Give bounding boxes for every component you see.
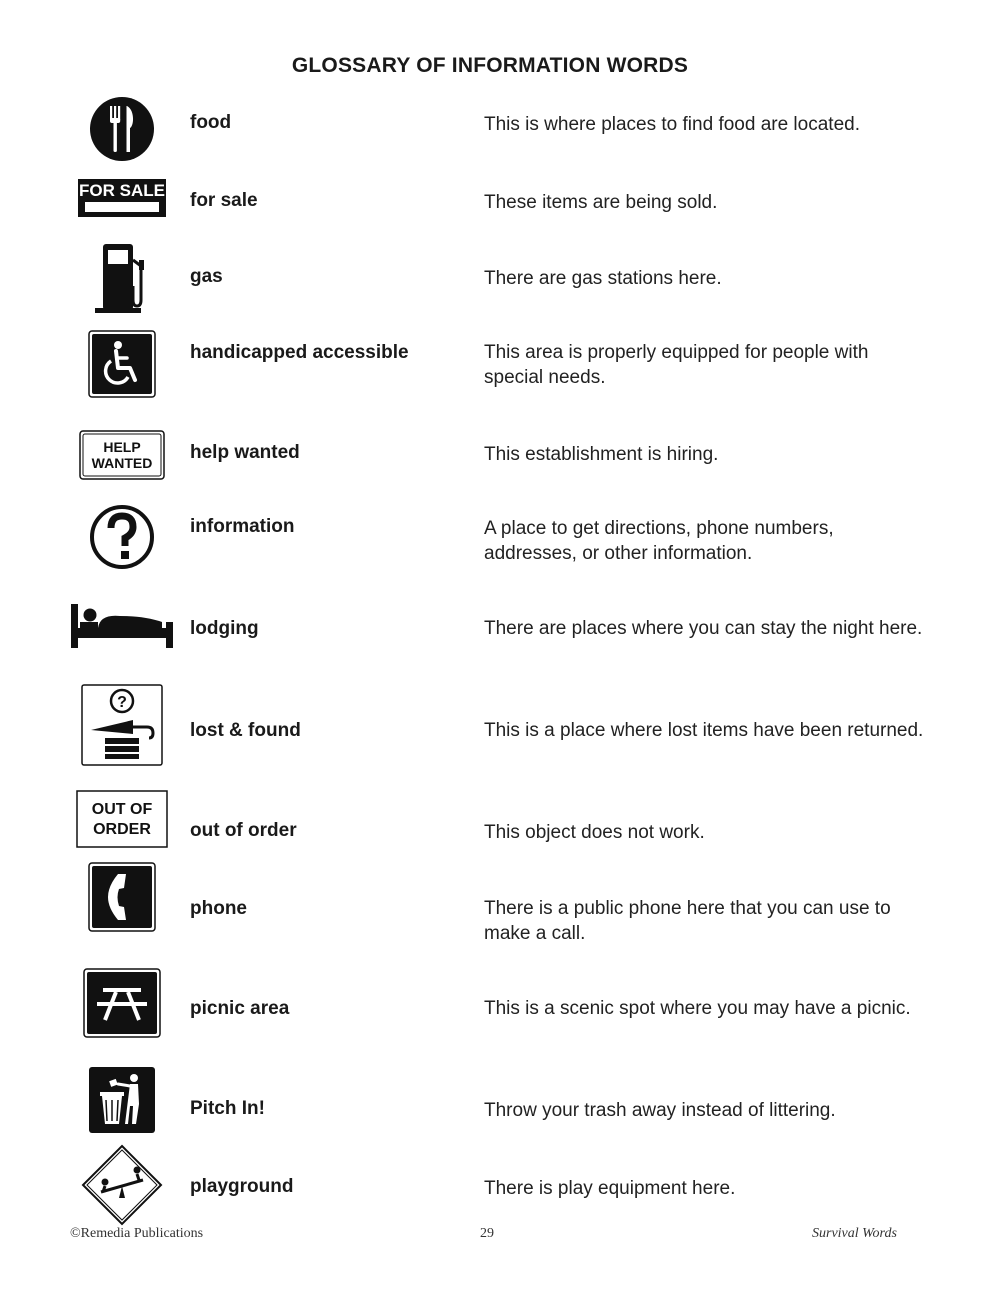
footer-book-title: Survival Words xyxy=(812,1226,897,1241)
playground-icon xyxy=(70,1144,174,1226)
definition: There is a public phone here that you can use to make a call. xyxy=(484,898,891,944)
page-title: GLOSSARY OF INFORMATION WORDS xyxy=(291,54,689,77)
wheelchair-icon xyxy=(70,330,174,398)
definition: There are gas stations here. xyxy=(484,268,722,289)
out-of-order-sign-icon xyxy=(70,790,174,848)
term: picnic area xyxy=(190,998,290,1019)
picnic-table-icon xyxy=(70,968,174,1038)
help-wanted-line-1: HELP xyxy=(103,439,141,455)
term: lost & found xyxy=(190,720,301,741)
term: playground xyxy=(190,1176,294,1197)
definition: A place to get directions, phone numbers, addresses, or other information. xyxy=(484,518,834,564)
term: information xyxy=(190,516,295,537)
definition: This is where places to find food are located. xyxy=(484,114,860,135)
definition: This is a place where lost items have been returned. xyxy=(484,720,924,741)
phone-icon xyxy=(70,862,174,932)
question-mark-icon xyxy=(70,504,174,570)
term: food xyxy=(190,112,232,133)
term: lodging xyxy=(190,618,259,639)
footer-page-number: 29 xyxy=(480,1226,494,1241)
definition: There is play equipment here. xyxy=(484,1178,736,1199)
term: help wanted xyxy=(190,442,300,463)
out-of-order-line-1: OUT OF xyxy=(91,801,153,818)
svg-text:?: ? xyxy=(117,694,127,711)
definition: This object does not work. xyxy=(484,822,705,843)
definition: These items are being sold. xyxy=(484,192,718,213)
food-icon xyxy=(70,96,174,162)
out-of-order-line-2: ORDER xyxy=(93,821,151,838)
definition: There are places where you can stay the night here. xyxy=(484,618,923,639)
term: handicapped accessible xyxy=(190,342,409,363)
gas-pump-icon xyxy=(70,242,174,314)
term: for sale xyxy=(190,190,258,211)
for-sale-sign-text: FOR SALE xyxy=(79,181,165,200)
trash-can-icon xyxy=(70,1066,174,1134)
for-sale-sign-icon xyxy=(70,178,174,218)
help-wanted-line-2: WANTED xyxy=(91,455,153,471)
term: out of order xyxy=(190,820,297,841)
definition: This is a scenic spot where you may have a picnic. xyxy=(484,998,911,1019)
definition: This area is properly equipped for people with special needs. xyxy=(484,342,869,388)
bed-icon xyxy=(70,604,174,648)
definition: Throw your trash away instead of littering. xyxy=(484,1100,836,1121)
term: phone xyxy=(190,898,247,919)
help-wanted-sign-icon xyxy=(70,430,174,480)
term: gas xyxy=(190,266,223,287)
definition: This establishment is hiring. xyxy=(484,444,719,465)
lost-and-found-icon xyxy=(70,684,174,766)
footer-publisher: ©Remedia Publications xyxy=(70,1226,204,1241)
term: Pitch In! xyxy=(190,1098,265,1119)
